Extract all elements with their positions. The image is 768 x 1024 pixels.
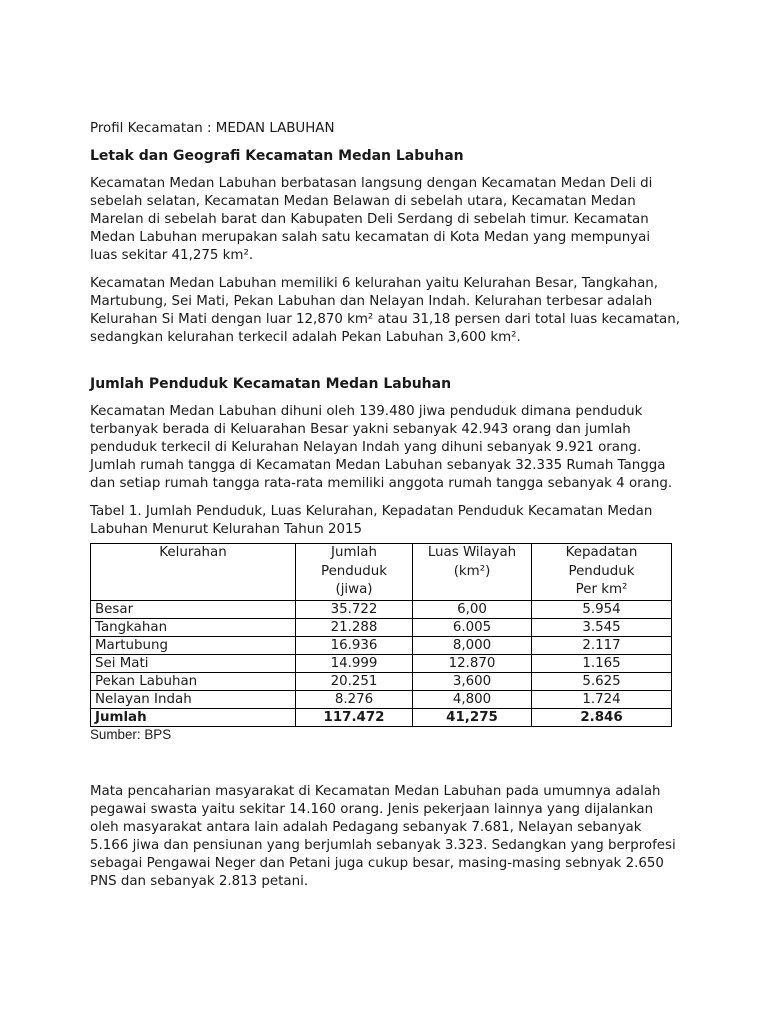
header-jumlah-penduduk: Jumlah Penduduk (jiwa) [296, 544, 413, 601]
cell-jumlah: 21.288 [296, 618, 413, 636]
cell-jumlah: 16.936 [296, 636, 413, 654]
cell-kepadatan: 5.954 [532, 600, 672, 618]
cell-kelurahan: Tangkahan [91, 618, 296, 636]
cell-jumlah: 20.251 [296, 672, 413, 690]
cell-kelurahan: Sei Mati [91, 654, 296, 672]
table-row [91, 672, 672, 690]
profil-title: Profil Kecamatan : MEDAN LABUHAN [90, 121, 335, 136]
header-kelurahan: Kelurahan [91, 544, 296, 601]
cell-luas: 6,00 [413, 600, 532, 618]
table-total-row [91, 708, 672, 726]
cell-luas: 12.870 [413, 654, 532, 672]
cell-kepadatan: 1.165 [532, 654, 672, 672]
cell-luas: 3,600 [413, 672, 532, 690]
cell-luas: 6.005 [413, 618, 532, 636]
document-page [90, 120, 680, 901]
cell-jumlah: 14.999 [296, 654, 413, 672]
cell-kepadatan: 1.724 [532, 690, 672, 708]
table-row [91, 654, 672, 672]
table-source: Sumber: BPS [90, 726, 172, 742]
table-caption: Tabel 1. Jumlah Penduduk, Luas Kelurahan, Kepadatan Penduduk Kecamatan Medan Labuhan Menurut Kelurahan Tahun 2015 [90, 504, 653, 537]
table-row [91, 636, 672, 654]
table-row [91, 690, 672, 708]
paragraph-batas-wilayah: Kecamatan Medan Labuhan berbatasan langsung dengan Kecamatan Medan Deli di sebelah selatan, Kecamatan Medan Belawan di sebelah utara, Kecamatan Medan Marelan di sebelah barat dan Kabupaten Deli Serdang di sebelah timur. Kecamatan Medan Labuhan merupakan salah satu kecamatan di Kota Medan yang mempunyai luas sekitar 41,275 km². [90, 176, 653, 263]
section-spacer [90, 743, 680, 783]
header-kepadatan: Kepadatan Penduduk Per km² [532, 544, 672, 601]
cell-kepadatan: 3.545 [532, 618, 672, 636]
table-row [91, 618, 672, 636]
section-heading-penduduk: Jumlah Penduduk Kecamatan Medan Labuhan [90, 376, 452, 392]
section-heading-geografi: Letak dan Geografi Kecamatan Medan Labuhan [90, 148, 464, 164]
header-luas-wilayah: Luas Wilayah (km²) [413, 544, 532, 601]
cell-kelurahan: Pekan Labuhan [91, 672, 296, 690]
cell-total-label: Jumlah [91, 708, 296, 726]
cell-jumlah: 35.722 [296, 600, 413, 618]
cell-luas: 4,800 [413, 690, 532, 708]
cell-jumlah: 8.276 [296, 690, 413, 708]
cell-kepadatan: 5.625 [532, 672, 672, 690]
cell-luas: 8,000 [413, 636, 532, 654]
population-table [90, 543, 672, 727]
cell-total-kepadatan: 2.846 [532, 708, 672, 726]
table-header-row [91, 544, 672, 601]
paragraph-mata-pencaharian: Mata pencaharian masyarakat di Kecamatan Medan Labuhan pada umumnya adalah pegawai swasta yaitu sekitar 14.160 orang. Jenis pekerjaan lainnya yang dijalankan oleh masyarakat antara lain adalah Pedagang sebanyak 7.681, Nelayan sebanyak 5.166 jiwa dan pensiunan yang berjumlah sebanyak 3.323. Sedangkan yang berprofesi sebagai Pengawai Neger dan Petani juga cukup besar, masing-masing sebnyak 2.650 PNS dan sebanyak 2.813 petani. [90, 783, 676, 889]
cell-total-luas: 41,275 [413, 708, 532, 726]
cell-total-jumlah: 117.472 [296, 708, 413, 726]
section-spacer [90, 357, 680, 375]
cell-kelurahan: Besar [91, 600, 296, 618]
cell-kelurahan: Martubung [91, 636, 296, 654]
cell-kelurahan: Nelayan Indah [91, 690, 296, 708]
cell-kepadatan: 2.117 [532, 636, 672, 654]
paragraph-penduduk: Kecamatan Medan Labuhan dihuni oleh 139.480 jiwa penduduk dimana penduduk terbanyak berada di Keluarahan Besar yakni sebanyak 42.943 orang dan jumlah penduduk terkecil di Kelurahan Nelayan Indah yang dihuni sebanyak 9.921 orang. Jumlah rumah tangga di Kecamatan Medan Labuhan sebanyak 32.335 Rumah Tangga dan setiap rumah tangga rata-rata memiliki anggota rumah tangga sebanyak 4 orang. [90, 404, 673, 491]
table-row [91, 600, 672, 618]
paragraph-kelurahan: Kecamatan Medan Labuhan memiliki 6 kelurahan yaitu Kelurahan Besar, Tangkahan, Martubung, Sei Mati, Pekan Labuhan dan Nelayan Indah. Kelurahan terbesar adalah Kelurahan Si Mati dengan luar 12,870 km² atau 31,18 persen dari total luas kecamatan, sedangkan kelurahan terkecil adalah Pekan Labuhan 3,600 km². [90, 276, 680, 345]
